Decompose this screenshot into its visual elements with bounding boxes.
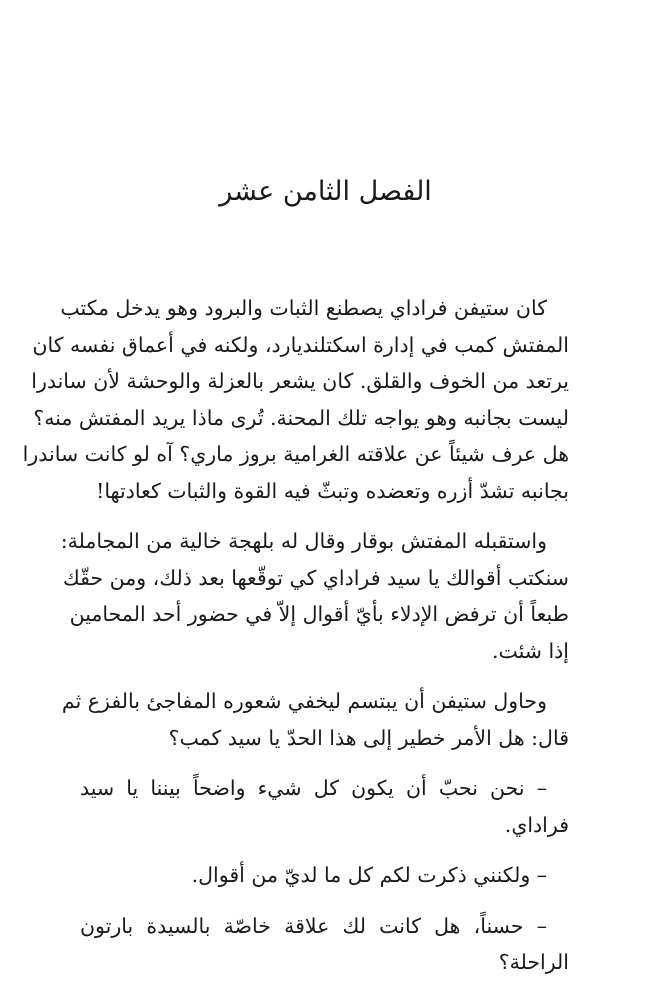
- text-line: ليست بجانبه وهو يواجه تلك المحنة. تُرى ماذا يريد المفتش منه؟: [33, 405, 569, 430]
- text-line: هل عرف شيئاً عن علاقته الغرامية بروز ماري؟ آه لو كانت ساندرا: [22, 442, 569, 466]
- paragraph-2: [60, 523, 569, 669]
- chapter-body: [22, 290, 569, 995]
- text-line: كان ستيفن فراداي يصطنع الثبات والبرود وهو يدخل مكتب: [60, 296, 547, 320]
- paragraph-3: [61, 683, 569, 756]
- text-line: – نحن نحبّ أن يكون كل شيء واضحاً بيننا يا سيد: [80, 776, 547, 800]
- text-line: يرتعد من الخوف والقلق. كان يشعر بالعزلة والوحشة لأن ساندرا: [31, 369, 569, 393]
- text-line: – ولكنني ذكرت لكم كل ما لديّ من أقوال.: [191, 863, 547, 887]
- paragraph-1: [22, 290, 569, 509]
- chapter-title: الفصل الثامن عشر: [219, 176, 432, 207]
- text-line: – حسناً، هل كانت لك علاقة خاصّة بالسيدة بارتون: [80, 913, 547, 938]
- text-line: إذا شئت.: [491, 638, 569, 663]
- text-line: بجانبه تشدّ أزره وتعضده وتبثّ فيه القوة والثبات كعادتها!: [96, 478, 569, 503]
- text-line: المفتش كمب في إدارة اسكتلنديارد، ولكنه في أعماق نفسه كان: [32, 332, 569, 357]
- text-line: واستقبله المفتش بوقار وقال له بلهجة خالية من المجاملة:: [60, 529, 547, 553]
- text-line: وحاول ستيفن أن يبتسم ليخفي شعوره المفاجئ بالفزع ثم: [61, 689, 547, 713]
- text-line: قال: هل الأمر خطير إلى هذا الحدّ يا سيد كمب؟: [168, 725, 569, 750]
- paragraph-4: [80, 770, 569, 843]
- text-line: سنكتب أقوالك يا سيد فراداي كي توقّعها بعد ذلك، ومن حقّك: [62, 565, 569, 590]
- paragraph-6: [80, 908, 569, 981]
- text-line: طبعاً أن ترفض الإدلاء بأيّ أقوال إلاّ في حضور أحد المحامين: [69, 602, 569, 626]
- text-line: الراحلة؟: [498, 950, 569, 974]
- text-line: فراداي.: [504, 812, 569, 837]
- paragraph-5: [80, 857, 569, 894]
